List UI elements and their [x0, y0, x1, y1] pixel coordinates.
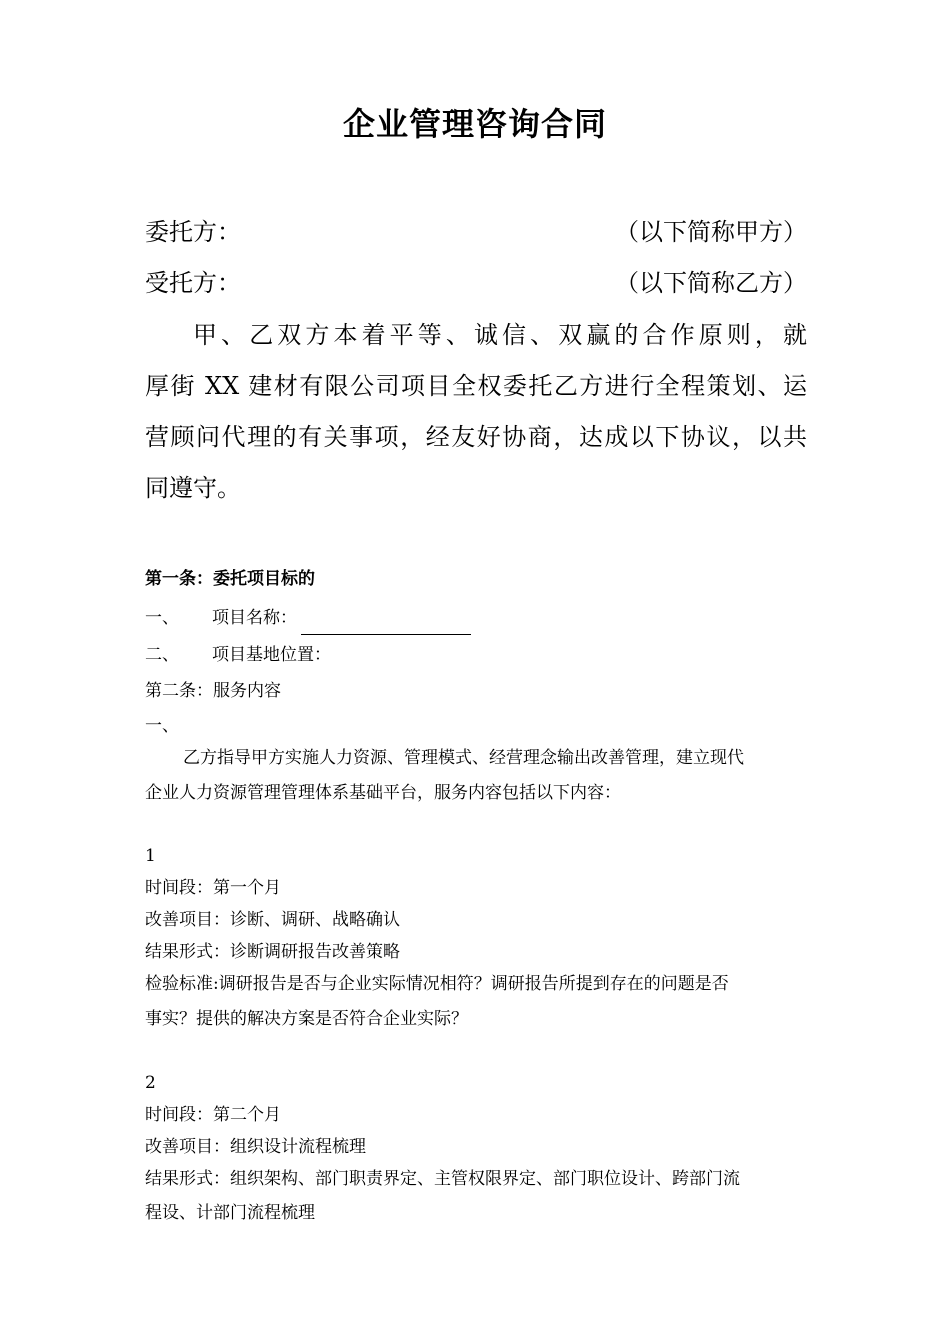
item-number: 二、 — [145, 645, 179, 665]
phase-line: 时间段：第一个月 — [145, 878, 281, 898]
phase-line: 事实？提供的解决方案是否符合企业实际？ — [145, 1009, 468, 1029]
phase-line: 检验标准:调研报告是否与企业实际情况相符？调研报告所提到存在的问题是否 — [145, 974, 729, 994]
intro-line: 营顾问代理的有关事项，经友好协商，达成以下协议，以共 — [145, 423, 807, 451]
party-row-client — [145, 212, 807, 252]
article1-item-location — [145, 639, 810, 672]
phase-line: 时间段：第二个月 — [145, 1105, 281, 1125]
intro-paragraph — [145, 310, 807, 514]
item-label: 项目基地位置： — [212, 645, 331, 665]
party-row-contractor — [145, 263, 807, 303]
item-number: 一、 — [145, 608, 179, 628]
phase-number: 1 — [145, 846, 156, 866]
article2-desc-line: 企业人力资源管理管理体系基础平台，服务内容包括以下内容： — [145, 783, 621, 803]
phase-line: 程设、计部门流程梳理 — [145, 1203, 315, 1223]
item-label: 项目名称： — [212, 608, 297, 628]
article2-heading: 第二条：服务内容 — [145, 681, 281, 701]
article2-sub-number: 一、 — [145, 716, 179, 736]
article1-heading: 第一条：委托项目标的 — [145, 569, 315, 589]
phase-line: 结果形式：诊断调研报告改善策略 — [145, 942, 400, 962]
document-title: 企业管理咨询合同 — [342, 105, 607, 143]
intro-line: 厚街 XX 建材有限公司项目全权委托乙方进行全程策划、运 — [145, 372, 807, 400]
client-note: （以下简称甲方） — [615, 218, 807, 246]
phase-line: 改善项目：诊断、调研、战略确认 — [145, 910, 400, 930]
article2-desc-line: 乙方指导甲方实施人力资源、管理模式、经营理念输出改善管理，建立现代 — [183, 748, 744, 768]
client-label: 委托方： — [145, 218, 241, 246]
article1-item-name — [145, 602, 810, 635]
intro-line: 同遵守。 — [145, 474, 241, 502]
contractor-note: （以下简称乙方） — [615, 269, 807, 297]
phase-line: 改善项目：组织设计流程梳理 — [145, 1137, 366, 1157]
phase-line: 结果形式：组织架构、部门职责界定、主管权限界定、部门职位设计、跨部门流 — [145, 1169, 740, 1189]
project-name-blank — [301, 612, 471, 635]
phase-number: 2 — [145, 1073, 156, 1093]
intro-line: 甲、乙双方本着平等、诚信、双赢的合作原则，就 — [193, 321, 807, 349]
contractor-label: 受托方： — [145, 269, 241, 297]
